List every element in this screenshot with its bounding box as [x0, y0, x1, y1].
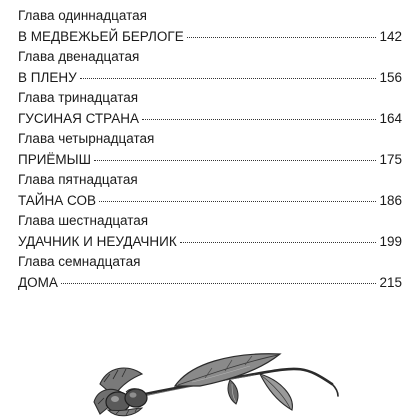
page-number: 164	[379, 111, 402, 126]
toc-entry-13[interactable]	[18, 90, 402, 127]
title-line	[18, 275, 402, 291]
toc-entry-11[interactable]	[18, 8, 402, 45]
dot-leader	[142, 118, 376, 120]
chapter-label: Глава двенадцатая	[18, 49, 140, 64]
chapter-title: В МЕДВЕЖЬЕЙ БЕРЛОГЕ	[18, 29, 184, 44]
title-line	[18, 111, 402, 127]
toc-entry-17[interactable]	[18, 254, 402, 291]
title-line	[18, 29, 402, 45]
title-line	[18, 70, 402, 86]
title-line	[18, 193, 402, 209]
title-line	[18, 234, 402, 250]
dot-leader	[80, 77, 377, 79]
chapter-label: Глава одиннадцатая	[18, 8, 147, 23]
chapter-title: ГУСИНАЯ СТРАНА	[18, 111, 139, 126]
dot-leader	[180, 241, 377, 243]
chapter-title: В ПЛЕНУ	[18, 70, 77, 85]
page-number: 156	[379, 70, 402, 85]
page-number: 199	[379, 234, 402, 249]
chapter-title: УДАЧНИК И НЕУДАЧНИК	[18, 234, 177, 249]
toc-entry-12[interactable]	[18, 49, 402, 86]
dot-leader	[61, 282, 377, 284]
chapter-title: ТАЙНА СОВ	[18, 193, 96, 208]
title-line	[18, 152, 402, 168]
chapter-label: Глава тринадцатая	[18, 90, 139, 105]
page-number: 186	[379, 193, 402, 208]
chapter-title: ПРИЁМЫШ	[18, 152, 91, 167]
dot-leader	[99, 200, 377, 202]
page-number: 142	[379, 29, 402, 44]
chapter-label: Глава семнадцатая	[18, 254, 141, 269]
page-number: 175	[379, 152, 402, 167]
toc-entry-16[interactable]	[18, 213, 402, 250]
dot-leader	[187, 36, 377, 38]
dot-leader	[94, 159, 376, 161]
hazelnut-branch-icon	[80, 344, 340, 420]
chapter-label: Глава четырнадцатая	[18, 131, 155, 146]
chapter-label: Глава пятнадцатая	[18, 172, 138, 187]
page-number: 215	[379, 275, 402, 290]
toc-entry-14[interactable]	[18, 131, 402, 168]
chapter-title: ДОМА	[18, 275, 58, 290]
toc-entry-15[interactable]	[18, 172, 402, 209]
chapter-label: Глава шестнадцатая	[18, 213, 149, 228]
